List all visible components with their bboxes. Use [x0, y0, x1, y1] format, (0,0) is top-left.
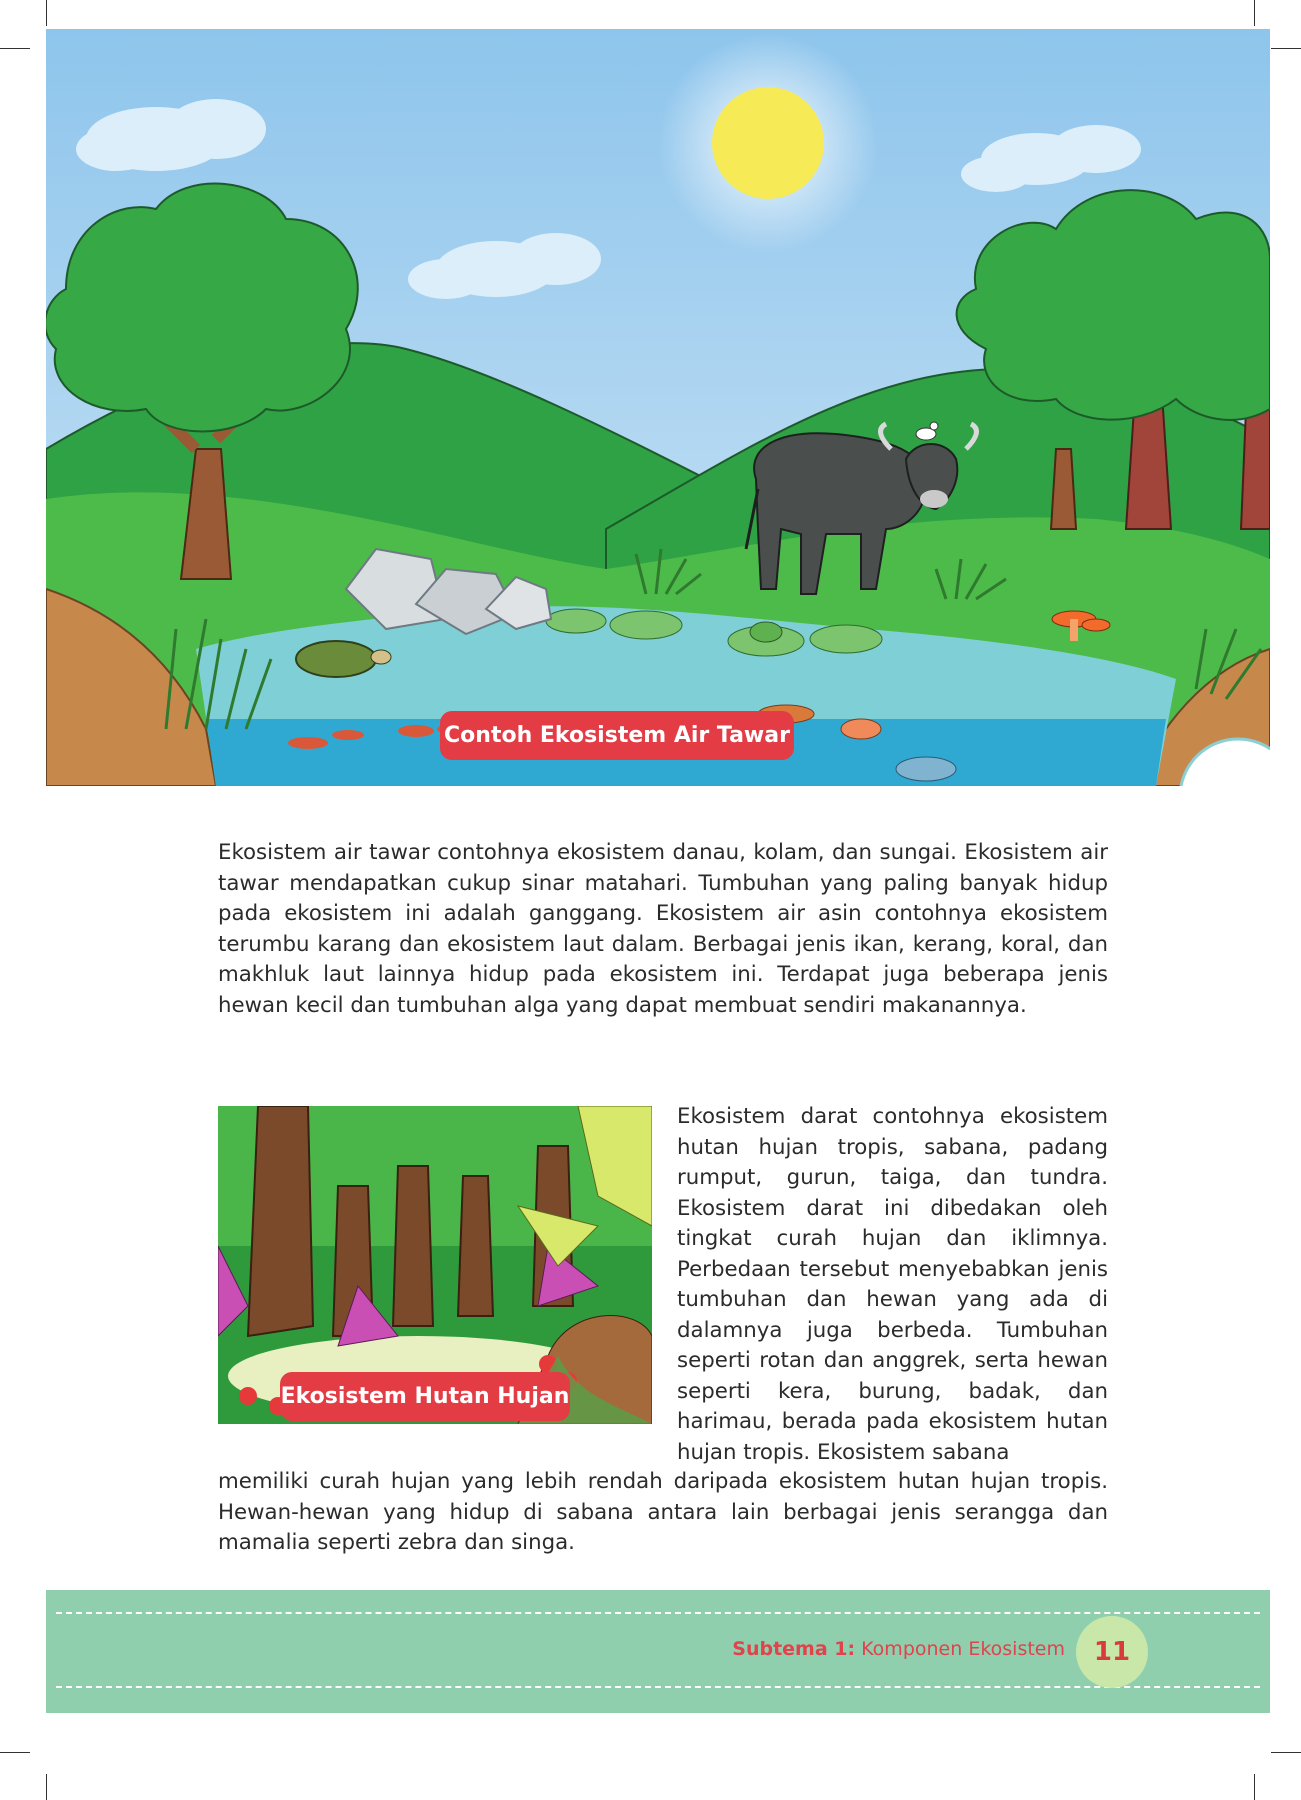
- subtema-prefix: Subtema 1:: [732, 1638, 856, 1660]
- footer-band: [46, 1590, 1270, 1713]
- sun: [712, 87, 824, 199]
- hero-caption: Contoh Ekosistem Air Tawar: [440, 711, 794, 760]
- crop-mark: [1271, 1752, 1301, 1753]
- freshwater-ecosystem-illustration: [46, 29, 1270, 786]
- freshwater-scene: [46, 29, 1270, 786]
- crop-mark: [1271, 48, 1301, 49]
- footer-dash-bottom: [56, 1686, 1260, 1688]
- frog: [750, 622, 782, 642]
- lily-pad: [610, 611, 682, 639]
- crop-mark: [46, 1774, 47, 1800]
- paragraph-freshwater: Ekosistem air tawar contohnya ekosistem danau, kolam, dan sungai. Ekosistem air tawar mendapatkan cukup sinar matahari. Tumbuhan yang paling banyak hidup pada ekosistem ini adalah ganggang. Ekosistem air asin contohnya ekosistem terumbu karang dan ekosistem laut dalam. Berbagai jenis ikan, kerang, koral, dan makhluk laut lainnya hidup pada ekosistem ini. Terdapat juga beberapa jenis hewan kecil dan tumbuhan alga yang dapat membuat sendiri makanannya.: [218, 840, 1108, 1018]
- subtema-title: Komponen Ekosistem: [861, 1638, 1065, 1660]
- forest-caption: Ekosistem Hutan Hujan: [280, 1372, 570, 1421]
- paragraph-land-ecosystem: Ekosistem darat contohnya ekosistem hutan hujan tropis, sabana, padang rumput, gurun, taiga, dan tundra. Ekosistem darat ini dibedakan oleh tingkat curah hujan dan iklimnya. Perbedaan tersebut menyebabkan jenis tumbuhan dan hewan yang ada di dalamnya juga berbeda. Tumbuhan seperti rotan dan anggrek, serta hewan seperti kera, burung, badak, dan harimau, berada pada ekosistem hutan hujan tropis. Ekosistem sabana: [677, 1104, 1108, 1465]
- crop-mark: [0, 1752, 30, 1753]
- lily-pad: [546, 609, 606, 633]
- page-number: 11: [1076, 1616, 1148, 1688]
- subtema-label: [732, 1638, 1065, 1660]
- crop-mark: [1254, 1774, 1255, 1800]
- crop-mark: [0, 48, 30, 49]
- paragraph-savanna: memiliki curah hujan yang lebih rendah daripada ekosistem hutan hujan tropis. Hewan-hewan yang hidup di sabana antara lain berbagai jenis serangga dan mamalia seperti zebra dan singa.: [218, 1469, 1108, 1555]
- lily-pad: [810, 625, 882, 653]
- crop-mark: [46, 0, 47, 26]
- footer-dash-top: [56, 1612, 1260, 1614]
- crop-mark: [1254, 0, 1255, 26]
